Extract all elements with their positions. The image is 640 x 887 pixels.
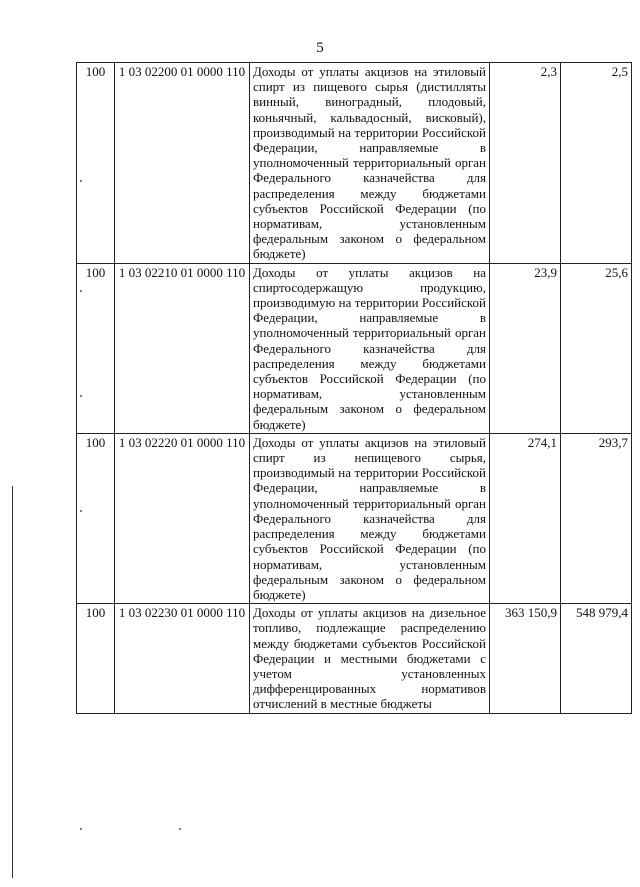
description-cell [250,63,490,264]
description-line: Федерации, направляемые в [253,310,486,326]
description-line: производимый на территории Российской [253,124,486,140]
description-line: спиртосодержащую продукцию, [253,279,486,295]
kbk-code-cell: 1 03 02220 01 0000 110 [115,433,250,603]
description-line: учетом установленных [253,665,486,681]
value-year-2-cell: 548 979,4 [561,604,632,713]
description-line: отчислений в местные бюджеты [253,696,432,712]
admin-code-cell: 100 [77,63,115,264]
kbk-code-cell: 1 03 02200 01 0000 110 [115,63,250,264]
kbk-code-cell: 1 03 02210 01 0000 110 [115,263,250,433]
description-line: коньячный, кальвадосный, висковый), [253,109,486,125]
description-line: бюджете) [253,416,306,432]
kbk-code-cell: 1 03 02230 01 0000 110 [115,604,250,713]
value-year-1-cell: 274,1 [490,433,561,603]
description-line: субъектов Российской Федерации (по [253,541,486,557]
description-line: Доходы от уплаты акцизов на дизельное [253,605,486,621]
value-year-2-cell: 293,7 [561,433,632,603]
description-line: Федерации, направляемые в [253,140,486,156]
description-line: Доходы от уплаты акцизов на [253,264,486,280]
description-line: распределения между бюджетами [253,185,486,201]
scan-margin-line [12,486,13,878]
description-cell [250,263,490,433]
table-row [77,604,632,713]
description-line: бюджете) [253,586,306,602]
description-line: топливо, подлежащие распределению [253,620,486,636]
scan-speck [80,395,82,397]
scan-speck [80,510,82,512]
description-line: бюджете) [253,246,306,262]
description-line: Федерального казначейства для [253,340,486,356]
description-line: нормативам, установленным [253,556,486,572]
admin-code-cell: 100 [77,263,115,433]
description-line: Федерального казначейства для [253,510,486,526]
description-line: производимую на территории Российской [253,295,486,311]
description-line: уполномоченный территориальный орган [253,155,486,171]
description-line: Федерации и местными бюджетами с [253,650,486,666]
table-row [77,433,632,603]
description-line: дифференцированных нормативов [253,681,486,697]
description-line: уполномоченный территориальный орган [253,325,486,341]
admin-code-cell: 100 [77,604,115,713]
value-year-1-cell: 363 150,9 [490,604,561,713]
description-line: нормативам, установленным [253,216,486,232]
description-line: распределения между бюджетами [253,355,486,371]
revenue-table [76,62,632,714]
value-year-2-cell: 2,5 [561,63,632,264]
description-line: Федерального казначейства для [253,170,486,186]
description-line: производимый на территории Российской [253,465,486,481]
description-line: спирт из пищевого сырья (дистилляты [253,79,486,95]
value-year-1-cell: 23,9 [490,263,561,433]
admin-code-cell: 100 [77,433,115,603]
description-line: Федерации, направляемые в [253,480,486,496]
description-line: уполномоченный территориальный орган [253,495,486,511]
description-line: федеральным законом о федеральном [253,401,486,417]
page-number: 5 [316,40,324,56]
description-line: субъектов Российской Федерации (по [253,200,486,216]
scan-speck [80,290,82,292]
table-row [77,263,632,433]
description-cell [250,433,490,603]
description-cell [250,604,490,713]
description-line: распределения между бюджетами [253,526,486,542]
scan-speck [80,180,82,182]
value-year-1-cell: 2,3 [490,63,561,264]
description-line: Доходы от уплаты акцизов на этиловый [253,434,486,450]
description-line: нормативам, установленным [253,386,486,402]
scan-speck [179,828,181,830]
description-line: субъектов Российской Федерации (по [253,371,486,387]
description-line: спирт из непищевого сырья, [253,450,486,466]
description-line: Доходы от уплаты акцизов на этиловый [253,64,486,79]
table-row [77,63,632,264]
value-year-2-cell: 25,6 [561,263,632,433]
description-line: федеральным законом о федеральном [253,571,486,587]
description-line: между бюджетами субъектов Российской [253,635,486,651]
description-line: федеральным законом о федеральном [253,231,486,247]
description-line: винный, виноградный, плодовый, [253,94,486,110]
scan-speck [80,828,82,830]
